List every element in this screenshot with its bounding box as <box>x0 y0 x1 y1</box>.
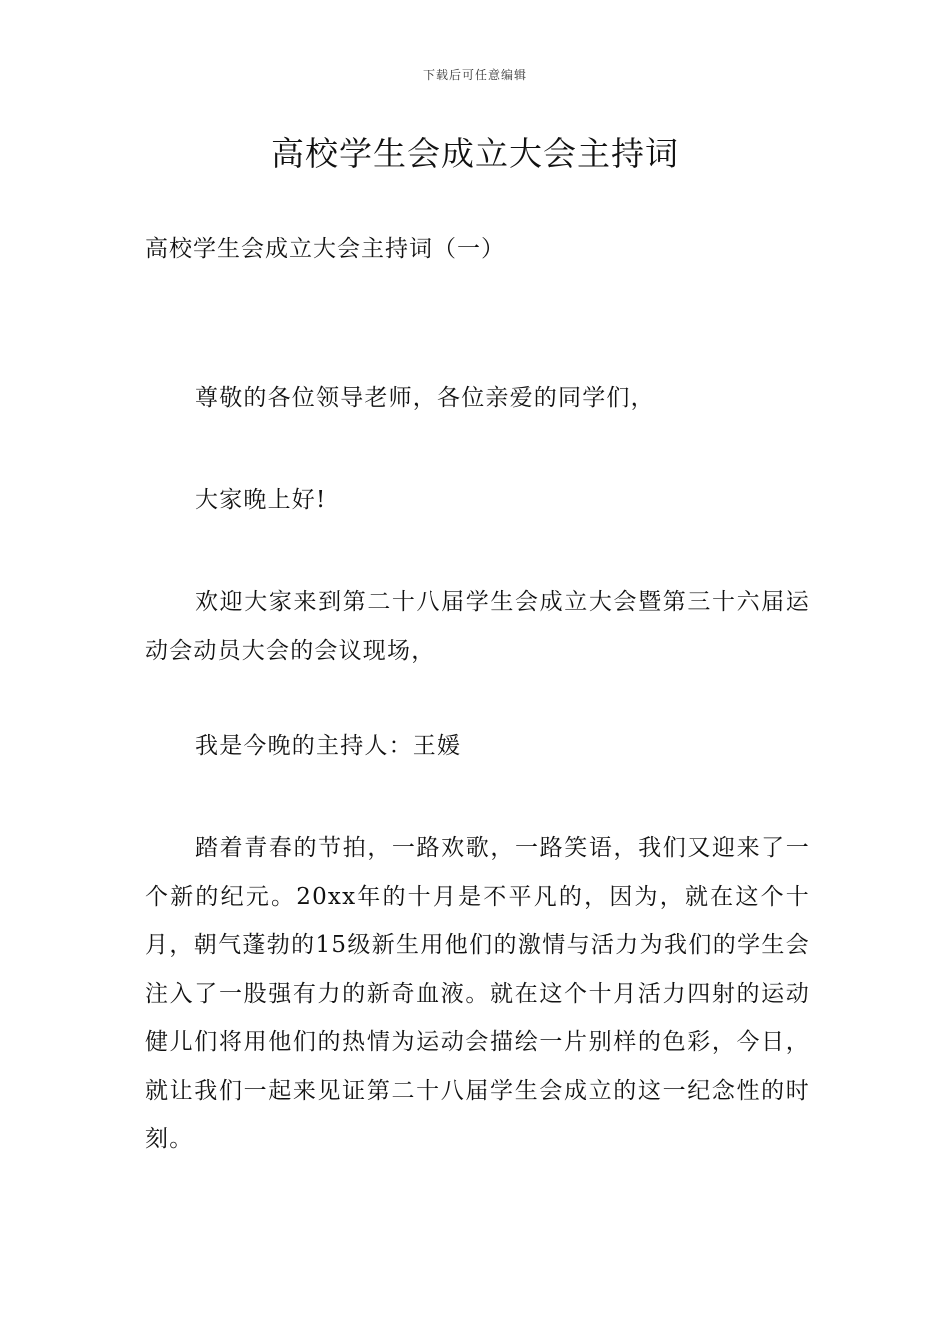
header-note: 下载后可任意编辑 <box>422 68 527 82</box>
document-title: 高校学生会成立大会主持词 <box>271 134 679 173</box>
paragraph-greeting: 尊敬的各位领导老师，各位亲爱的同学们， <box>195 385 655 411</box>
paragraph-welcome: 欢迎大家来到第二十八届学生会成立大会暨第三十六届运动会动员大会的会议现场， <box>145 589 810 664</box>
section-subtitle: 高校学生会成立大会主持词（一） <box>145 236 505 262</box>
paragraph-opening-speech: 踏着青春的节拍，一路欢歌，一路笑语，我们又迎来了一个新的纪元。20xx年的十月是不平凡的，因为，就在这个十月，朝气蓬勃的15级新生用他们的激情与活力为我们的学生会注入了一股强有力的新奇血液。就在这个十月活力四射的运动健儿们将用他们的热情为运动会描绘一片别样的色彩，今日，就让我们一起来见证第二十八届学生会成立的这一纪念性的时刻。 <box>145 835 810 1152</box>
paragraph-host-intro: 我是今晚的主持人：王媛 <box>195 733 462 759</box>
paragraph-good-evening: 大家晚上好! <box>195 487 327 513</box>
